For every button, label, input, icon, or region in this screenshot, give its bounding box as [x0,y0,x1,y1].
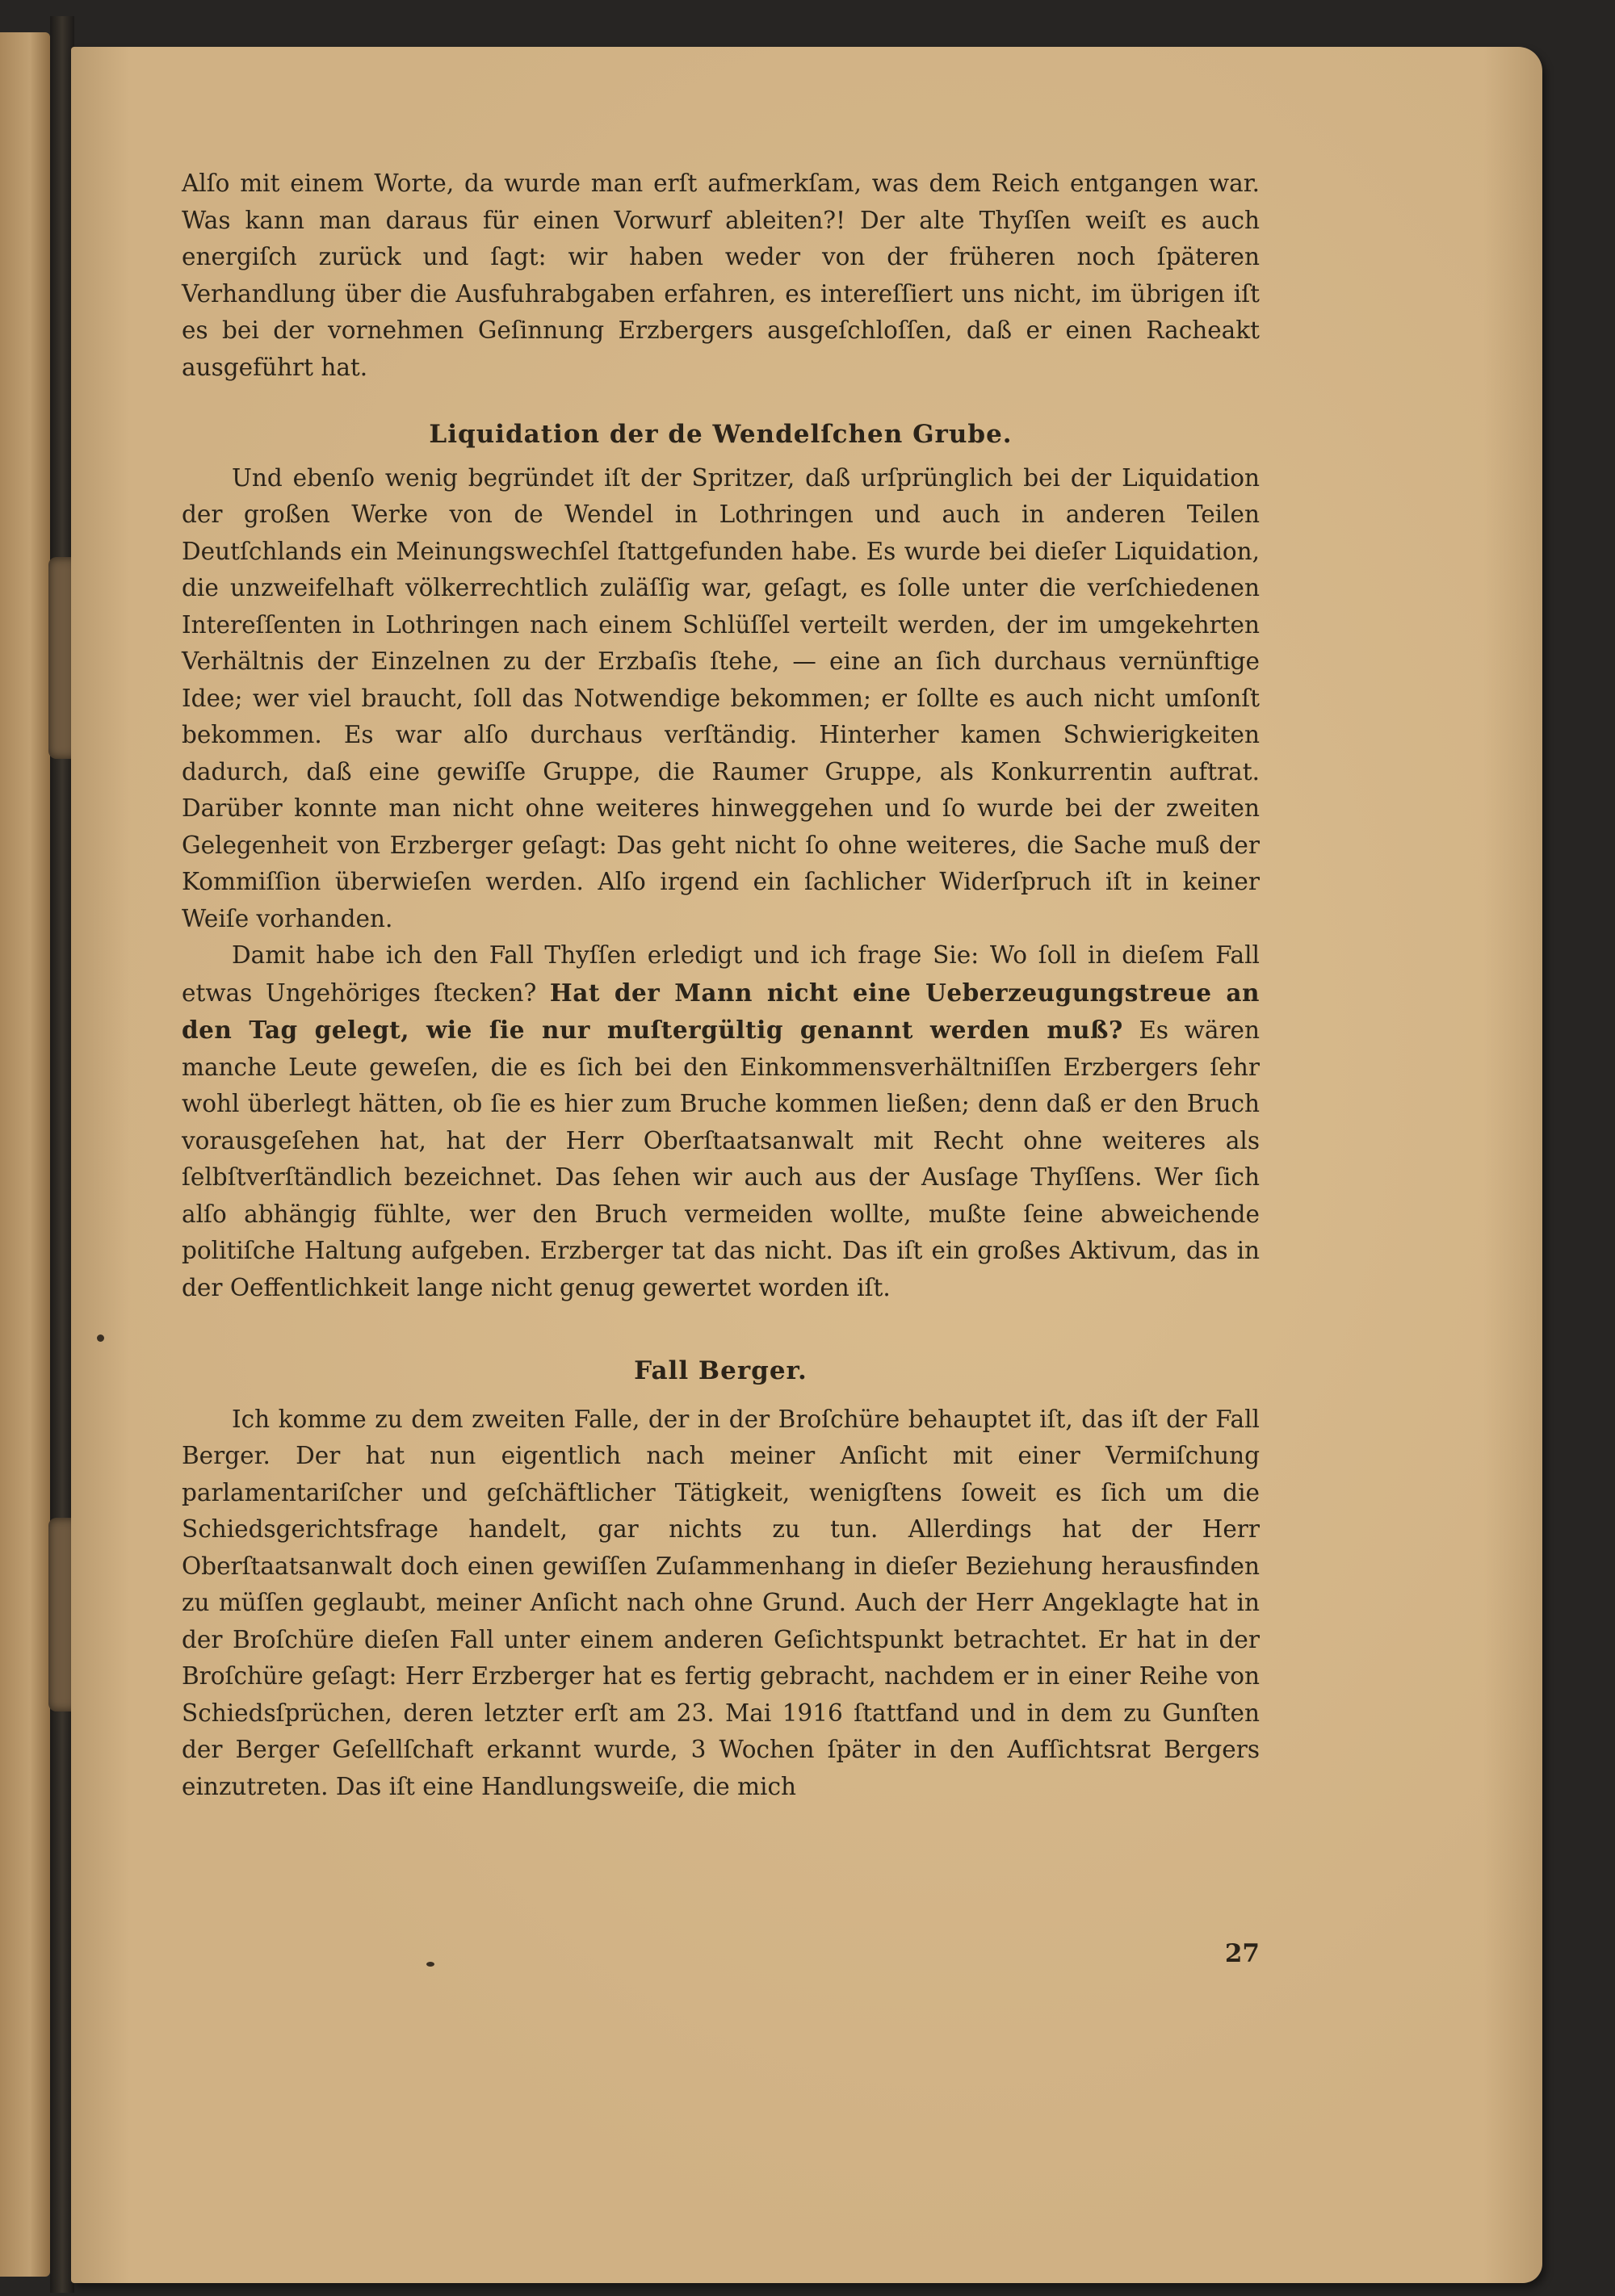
paragraph-3-text-a: Damit habe ich den Fall Thyſſen erledigt und ich frage Sie: Wo ſoll in dieſem Fall etwas Ungehöriges ſtecken? [182,941,1260,1007]
paragraph-4: Ich komme zu dem zweiten Falle, der in der Broſchüre behauptet iſt, das iſt der Fall Berger. Der hat nun eigentlich nach meiner Anſicht mit einer Vermiſchung parlamentariſcher und geſchäftlicher Tätigkeit, wenigſtens ſoweit es ſich um die Schiedsgerichtsfrage handelt, gar nichts zu tun. Allerdings hat der Herr Oberſtaatsanwalt doch einen gewiſſen Zuſammenhang in dieſer Beziehung herausfinden zu müſſen geglaubt, meiner Anſicht nach ohne Grund. Auch der Herr Angeklagte hat in der Broſchüre dieſen Fall unter einem anderen Geſichtspunkt betrachtet. Er hat in der Broſchüre geſagt: Herr Erzberger hat es fertig gebracht, nachdem er in einer Reihe von Schiedsſprüchen, deren letzter erſt am 23. Mai 1916 ſtattfand und in dem zu Gunſten der Berger Geſellſchaft erkannt wurde, 3 Wochen ſpäter in den Aufſichtsrat Bergers einzutreten. Das iſt eine Handlungsweiſe, die mich [182,1405,1260,1800]
paragraph-3-emphasis: Hat der Mann nicht eine Ueberzeugungstreue an den Tag gelegt, wie ſie nur muſtergültig genannt werden muß? [182,978,1260,1044]
section-heading-fall-berger: Fall Berger. [634,1356,808,1385]
body-text [182,165,1260,1805]
paragraph-3 [182,937,1260,1306]
paragraph-3-text-b: Es wären manche Leute geweſen, die es ſich bei den Einkommensverhältniſſen Erzbergers ſehr wohl überlegt hätten, ob ſie es hier zum Bruche kommen ließen; denn daß er den Bruch vorausgeſehen hat, hat der Herr Oberſtaatsanwalt mit Recht ohne weiteres als ſelbſtverſtändlich bezeichnet. Das ſehen wir auch aus der Ausſage Thyſſens. Wer ſich alſo abhängig fühlte, wer den Bruch vermeiden wollte, mußte ſeine abweichende politiſche Haltung aufgeben. Erzberger tat das nicht. Das iſt ein großes Aktivum, das in der Oeffentlichkeit lange nicht genug gewertet worden iſt. [182,1016,1261,1301]
paper-speck [97,1334,104,1342]
section-heading-liquidation: Liquidation der de Wendelſchen Grube. [429,420,1013,449]
paragraph-2: Und ebenſo wenig begründet iſt der Spritzer, daß urſprünglich bei der Liquidation der großen Werke von de Wendel in Lothringen und auch in anderen Teilen Deutſchlands ein Meinungswechſel ſtattgefunden habe. Es wurde bei dieſer Liquidation, die unzweifelhaft völkerrechtlich zuläſſig war, geſagt, es ſolle unter die verſchiedenen Intereſſenten in Lothringen nach einem Schlüſſel verteilt werden, der im umgekehrten Verhältnis der Einzelnen zu der Erzbaſis ſtehe, — eine an ſich durchaus vernünftige Idee; wer viel braucht, ſoll das Notwendige bekommen; er ſollte es auch nicht umſonſt bekommen. Es war alſo durchaus verſtändig. Hinterher kamen Schwierigkeiten dadurch, daß eine gewiſſe Gruppe, die Raumer Gruppe, als Konkurrentin auftrat. Darüber konnte man nicht ohne weiteres hinweggehen und ſo wurde bei der zweiten Gelegenheit von Erzberger geſagt: Das geht nicht ſo ohne weiteres, die Sache muß der Kommiſſion überwieſen werden. Alſo irgend ein ſachlicher Widerſpruch iſt in keiner Weiſe vorhanden. [182,463,1260,932]
paragraph-1: Alſo mit einem Worte, da wurde man erſt aufmerkſam, was dem Reich entgangen war. Was kann man daraus für einen Vorwurf ableiten?! Der alte Thyſſen weiſt es auch energiſch zurück und ſagt: wir haben weder von der früheren noch ſpäteren Verhandlung über die Ausfuhrabgaben erfahren, es intereſſiert uns nicht, im übrigen iſt es bei der vornehmen Geſinnung Erzbergers ausgeſchloſſen, daß er einen Racheakt ausgeführt hat. [182,170,1260,381]
facing-page-edge [0,32,50,2277]
paper-speck [426,1962,434,1967]
page-number: 27 [1224,1939,1260,1968]
